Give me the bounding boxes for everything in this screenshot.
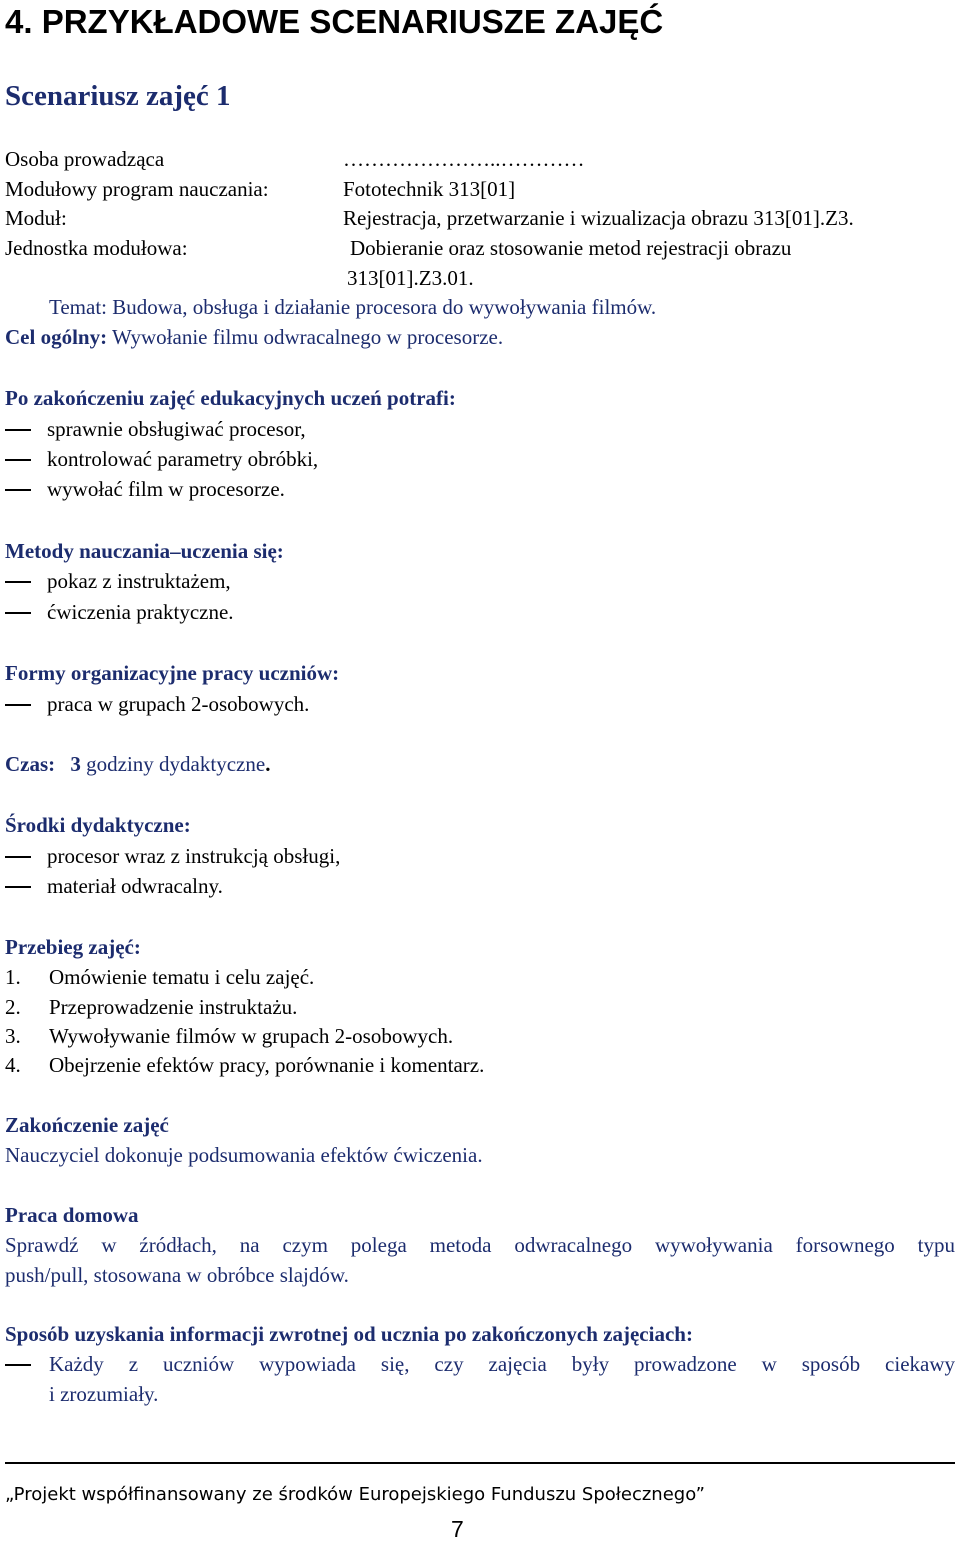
numbered-item xyxy=(5,962,314,992)
item-text: Omówienie tematu i celu zajęć. xyxy=(49,965,315,989)
item-text: Wywoływanie filmów w grupach 2-osobowych. xyxy=(49,1024,454,1048)
chapter-heading: 4. PRZYKŁADOWE SCENARIUSZE ZAJĘĆ xyxy=(5,3,664,40)
dash-bullet xyxy=(5,856,31,858)
item-number: 1. xyxy=(5,965,21,989)
feedback-line-2: i zrozumiały. xyxy=(49,1382,159,1406)
outcomes-title: Po zakończeniu zajęć edukacyjnych uczeń potrafi: xyxy=(5,386,456,410)
topic-line: Temat: Budowa, obsługa i działanie procesora do wywoływania filmów. xyxy=(49,295,657,319)
list-item-text: pokaz z instruktażem, xyxy=(47,569,231,593)
teacher-label: Osoba prowadząca xyxy=(5,147,165,171)
module-value: Rejestracja, przetwarzanie i wizualizacja obrazu 313[01].Z3. xyxy=(343,206,854,230)
footer-note: „Projekt współfinansowany ze środków Europejskiego Funduszu Społecznego” xyxy=(5,1484,705,1505)
list-item-text: sprawnie obsługiwać procesor, xyxy=(47,417,306,441)
list-item xyxy=(5,871,223,901)
ending-title: Zakończenie zajęć xyxy=(5,1113,169,1137)
feedback-line-1: Każdy z uczniów wypowiada się, czy zajęcia były prowadzone w sposób ciekawy xyxy=(49,1352,955,1376)
homework-title: Praca domowa xyxy=(5,1203,139,1227)
item-number: 4. xyxy=(5,1053,21,1077)
time-label: Czas: xyxy=(5,752,56,776)
item-text: Obejrzenie efektów pracy, porównanie i komentarz. xyxy=(49,1053,485,1077)
forms-title: Formy organizacyjne pracy uczniów: xyxy=(5,661,340,685)
list-item xyxy=(5,689,309,719)
numbered-item xyxy=(5,1021,453,1051)
list-item xyxy=(5,444,318,474)
list-item xyxy=(5,597,234,627)
ending-text: Nauczyciel dokonuje podsumowania efektów ćwiczenia. xyxy=(5,1143,483,1167)
goal-value: Wywołanie filmu odwracalnego w procesorze. xyxy=(107,325,504,349)
dash-bullet xyxy=(5,704,31,706)
time-line xyxy=(5,749,270,779)
methods-title: Metody nauczania–uczenia się: xyxy=(5,539,284,563)
resources-title: Środki dydaktyczne: xyxy=(5,813,191,837)
unit-value-line-1: Dobieranie oraz stosowanie metod rejestracji obrazu xyxy=(350,236,792,260)
feedback-title: Sposób uzyskania informacji zwrotnej od ucznia po zakończonych zajęciach: xyxy=(5,1322,693,1346)
program-value: Fototechnik 313[01] xyxy=(343,177,516,201)
list-item xyxy=(5,414,306,444)
scenario-heading: Scenariusz zajęć 1 xyxy=(5,80,231,112)
numbered-item xyxy=(5,992,297,1022)
time-end: . xyxy=(265,752,271,776)
dash-bullet xyxy=(5,459,31,461)
list-item-text: wywołać film w procesorze. xyxy=(47,477,285,501)
dash-bullet xyxy=(5,489,31,491)
homework-line-2: push/pull, stosowana w obróbce slajdów. xyxy=(5,1263,349,1287)
dash-bullet xyxy=(5,612,31,614)
list-item xyxy=(5,841,340,871)
list-item xyxy=(5,474,285,504)
time-unit: godziny dydaktyczne xyxy=(80,752,266,776)
list-item-text: ćwiczenia praktyczne. xyxy=(47,600,234,624)
item-text: Przeprowadzenie instruktażu. xyxy=(49,995,298,1019)
list-item-text: praca w grupach 2-osobowych. xyxy=(47,692,310,716)
page-number: 7 xyxy=(451,1516,464,1542)
dash-bullet xyxy=(5,429,31,431)
unit-label: Jednostka modułowa: xyxy=(5,236,188,260)
list-item-text: kontrolować parametry obróbki, xyxy=(47,447,319,471)
homework-text xyxy=(5,1230,955,1290)
teacher-value: …………………..………… xyxy=(343,147,585,171)
feedback-text xyxy=(49,1349,955,1409)
goal-line xyxy=(5,322,503,352)
item-number: 3. xyxy=(5,1024,21,1048)
time-value: 3 xyxy=(70,752,81,776)
footer-divider xyxy=(5,1462,955,1464)
item-number: 2. xyxy=(5,995,21,1019)
numbered-item xyxy=(5,1050,484,1080)
list-item-text: procesor wraz z instrukcją obsługi, xyxy=(47,844,341,868)
dash-bullet xyxy=(5,581,31,583)
program-label: Modułowy program nauczania: xyxy=(5,177,269,201)
unit-value-line-2: 313[01].Z3.01. xyxy=(347,266,474,290)
homework-line-1: Sprawdź w źródłach, na czym polega metoda odwracalnego wywoływania forsownego typu xyxy=(5,1233,955,1257)
course-title: Przebieg zajęć: xyxy=(5,935,141,959)
dash-bullet xyxy=(5,886,31,888)
list-item xyxy=(5,566,231,596)
module-label: Moduł: xyxy=(5,206,67,230)
dash-bullet xyxy=(5,1364,31,1366)
goal-label: Cel ogólny: xyxy=(5,325,108,349)
list-item-text: materiał odwracalny. xyxy=(47,874,223,898)
